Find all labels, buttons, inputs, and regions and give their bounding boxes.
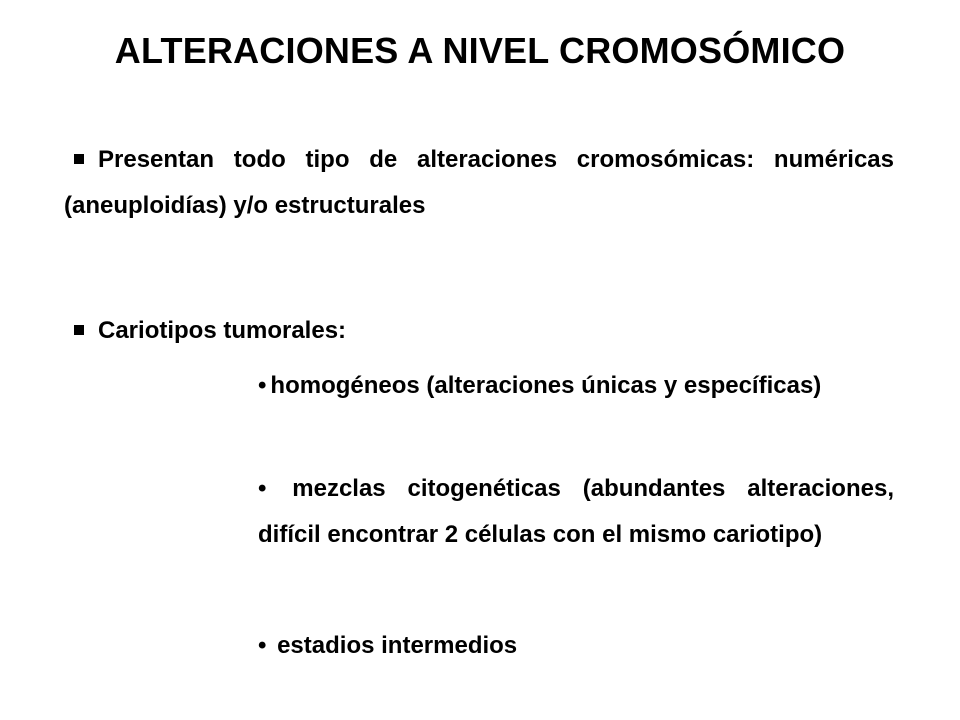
square-bullet-icon [74, 154, 84, 164]
bullet-item-cariotipos [64, 308, 894, 354]
bullet-text: Cariotipos tumorales: [98, 317, 347, 344]
page-title: ALTERACIONES A NIVEL CROMOSÓMICO [114, 30, 846, 71]
subitem-homogeneos [258, 363, 894, 409]
subitem-estadios [258, 623, 894, 669]
subitem-mezclas [258, 466, 894, 558]
bullet-text: Presentan todo tipo de alteraciones cromosómicas: numéricas (aneuploidías) y/o estructurales [64, 146, 894, 219]
dot-bullet-icon: • [258, 372, 267, 399]
subitem-text: homogéneos (alteraciones únicas y específicas) [270, 372, 822, 399]
bullet-item-alteraciones [64, 137, 894, 229]
dot-bullet-icon: • [258, 475, 267, 502]
subitem-text: mezclas citogenéticas (abundantes alteraciones, difícil encontrar 2 células con el mismo cariotipo) [258, 475, 894, 548]
square-bullet-icon [74, 325, 84, 335]
dot-bullet-icon: • [258, 632, 267, 659]
subitem-text: estadios intermedios [277, 632, 518, 659]
